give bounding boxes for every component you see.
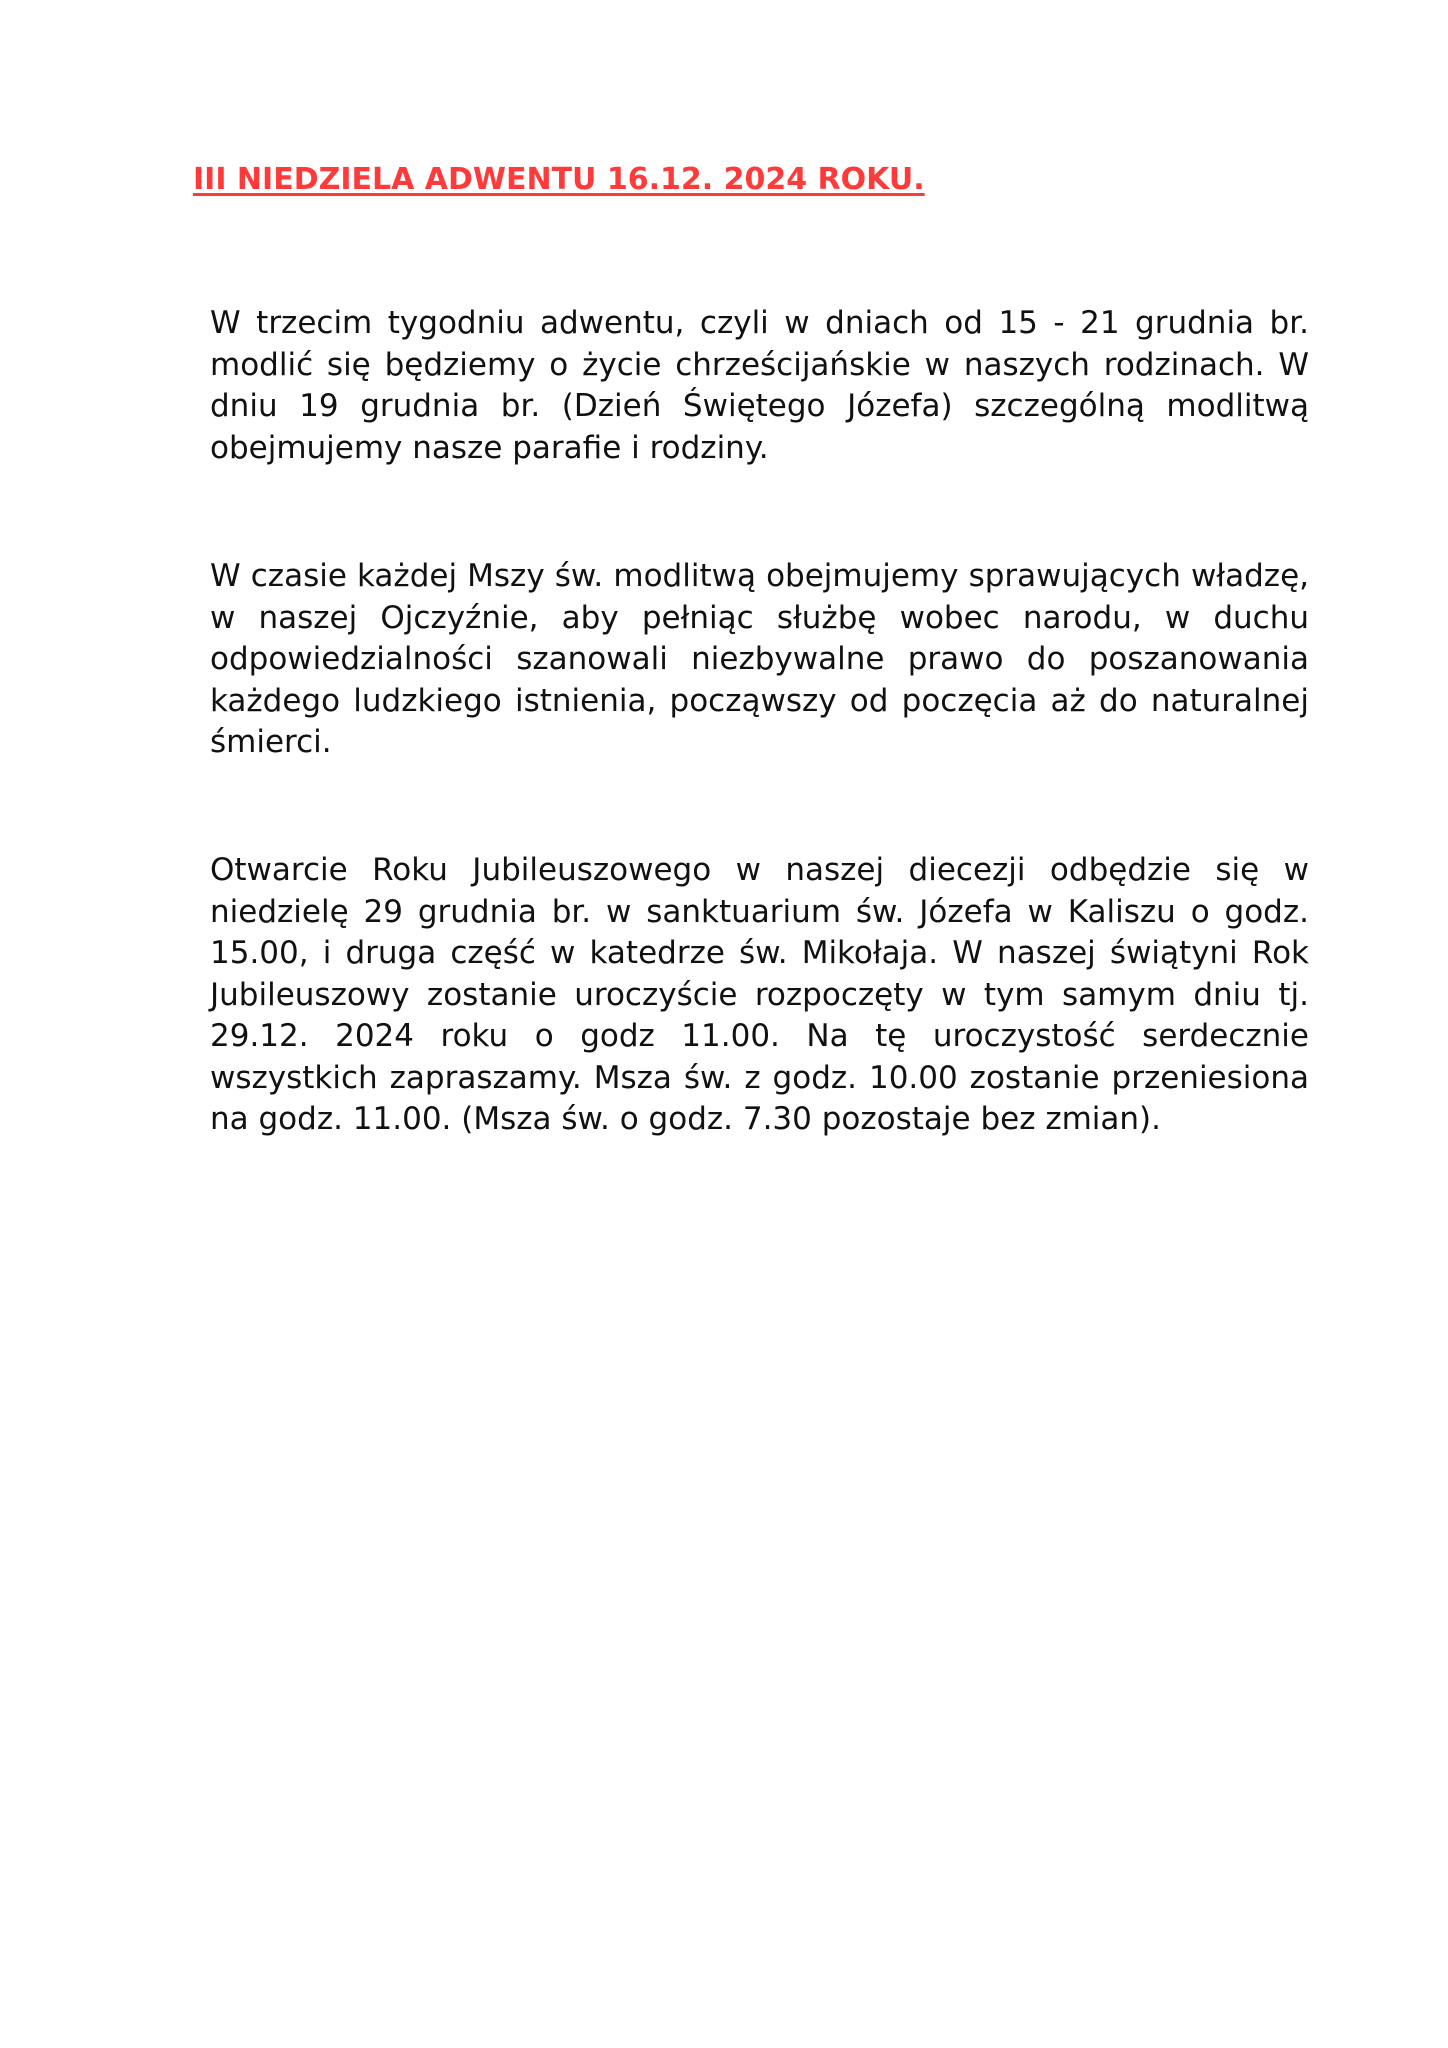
paragraph-advent-week: W trzecim tygodniu adwentu, czyli w dniach od 15 - 21 grudnia br. modlić się będziemy o życie chrześcijańskie w naszych rodzinach. W dniu 19 grudnia br. (Dzień Świętego Józefa) szczególną modlitwą obejmujemy nasze parafie i rodziny. (210, 305, 1309, 466)
page-title: III NIEDZIELA ADWENTU 16.12. 2024 ROKU. (193, 162, 925, 197)
paragraph-jubilee-year: Otwarcie Roku Jubileuszowego w naszej diecezji odbędzie się w niedzielę 29 grudnia br. w sanktuarium św. Józefa w Kaliszu o godz. 15.00, i druga część w katedrze św. Mikołaja. W naszej świątyni Rok Jubileuszowy zostanie uroczyście rozpoczęty w tym samym dniu tj. 29.12. 2024 roku o godz 11.00. Na tę uroczystość serdecznie wszystkich zapraszamy. Msza św. z godz. 10.00 zostanie przeniesiona na godz. 11.00. (Msza św. o godz. 7.30 pozostaje bez zmian). (210, 852, 1309, 1137)
paragraph-prayer-for-authorities: W czasie każdej Mszy św. modlitwą obejmujemy sprawujących władzę, w naszej Ojczyźnie, aby pełniąc służbę wobec narodu, w duchu odpowiedzialności szanowali niezbywalne prawo do poszanowania każdego ludzkiego istnienia, począwszy od poczęcia aż do naturalnej śmierci. (210, 558, 1309, 760)
